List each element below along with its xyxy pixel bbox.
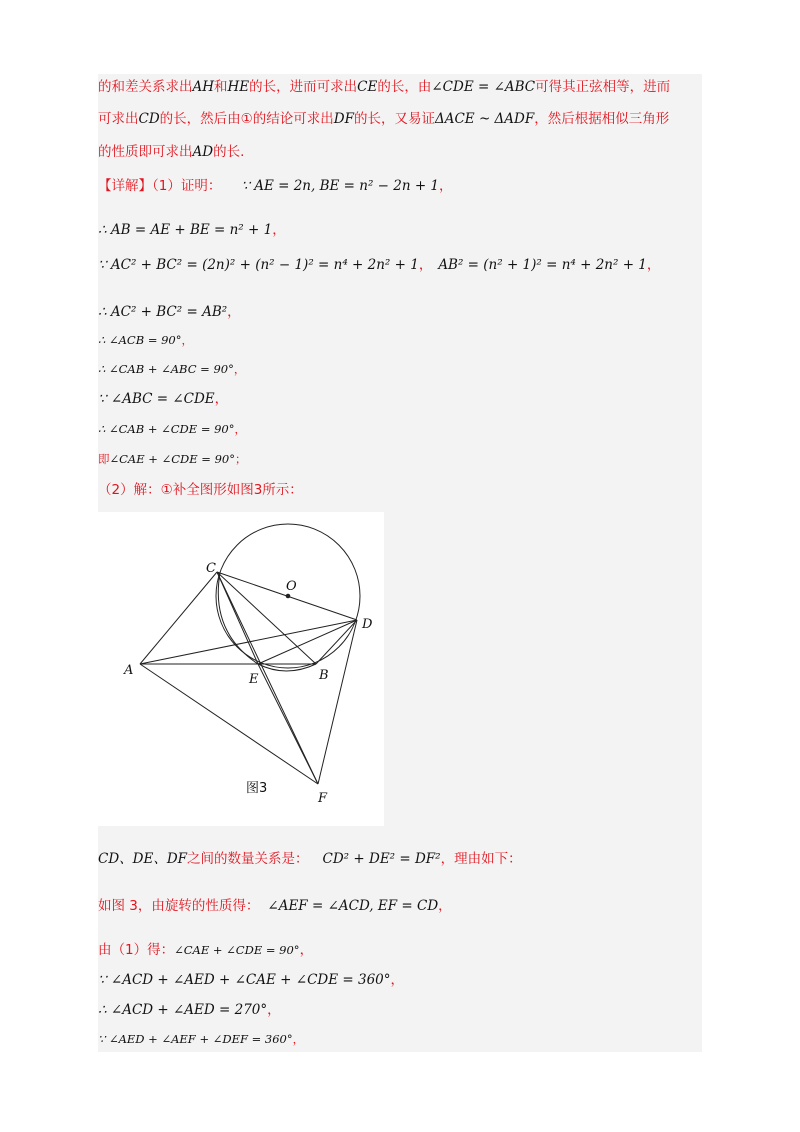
detail-header: 【详解】（1）证明： ∵ AE = 2n, BE = n² − 2n + 1， [98, 178, 453, 194]
intro-line-1: 的和差关系求出AH和HE的长，进而可求出CE的长，由∠CDE = ∠ABC可得其正弦相等，进而 [98, 79, 671, 95]
center-o-dot [286, 594, 291, 599]
label-f: F [318, 791, 328, 806]
seg-df [318, 620, 357, 784]
step-6: ∵ ∠ABC = ∠CDE， [98, 391, 229, 407]
from-part1-line: 由（1）得：∠CAE + ∠CDE = 90°， [98, 942, 314, 958]
relation-line: CD、DE、DF之间的数量关系是： CD² + DE² = DF²，理由如下： [98, 851, 522, 867]
seg-ac [140, 572, 217, 664]
figure-3 [98, 512, 384, 826]
seg-af [140, 664, 318, 784]
step-7: ∴ ∠CAB + ∠CDE = 90°， [98, 422, 246, 436]
intro-line-2: 可求出CD的长，然后由①的结论可求出DF的长，又易证ΔACE ~ ΔADF，然后根据相似三角形 [98, 111, 670, 127]
sum-270-line: ∴ ∠ACD + ∠AED = 270°， [98, 1002, 281, 1018]
intro-line-3: 的性质即可求出AD的长. [98, 144, 245, 160]
step-4: ∴ ∠ACB = 90°， [98, 333, 193, 347]
label-o: O [286, 579, 297, 594]
sum-360-line: ∵ ∠ACD + ∠AED + ∠CAE + ∠CDE = 360°， [98, 972, 404, 988]
step-3: ∴ AC² + BC² = AB²， [98, 304, 241, 320]
aed-sum-line: ∵ ∠AED + ∠AEF + ∠DEF = 360°， [98, 1032, 305, 1046]
figure-caption: 图3 [246, 781, 268, 796]
step-8: 即∠CAE + ∠CDE = 90°； [98, 452, 247, 466]
seg-ed [258, 620, 357, 664]
seg-cf [217, 572, 318, 784]
seg-cb [217, 572, 316, 664]
label-a: A [124, 663, 134, 678]
rotation-line: 如图 3，由旋转的性质得： ∠AEF = ∠ACD, EF = CD， [98, 898, 452, 914]
step-2: ∵ AC² + BC² = (2n)² + (n² − 1)² = n⁴ + 2n² + 1， AB² = (n² + 1)² = n⁴ + 2n² + 1， [98, 257, 661, 273]
label-c: C [206, 561, 216, 576]
label-d: D [362, 617, 373, 632]
geometry-diagram [98, 512, 384, 826]
step-1: ∴ AB = AE + BE = n² + 1， [98, 222, 286, 238]
step-5: ∴ ∠CAB + ∠ABC = 90°， [98, 362, 246, 376]
part2-heading: （2）解：①补全图形如图3所示： [98, 482, 303, 498]
label-b: B [319, 668, 329, 683]
seg-ef [258, 664, 318, 784]
label-e: E [249, 672, 259, 687]
